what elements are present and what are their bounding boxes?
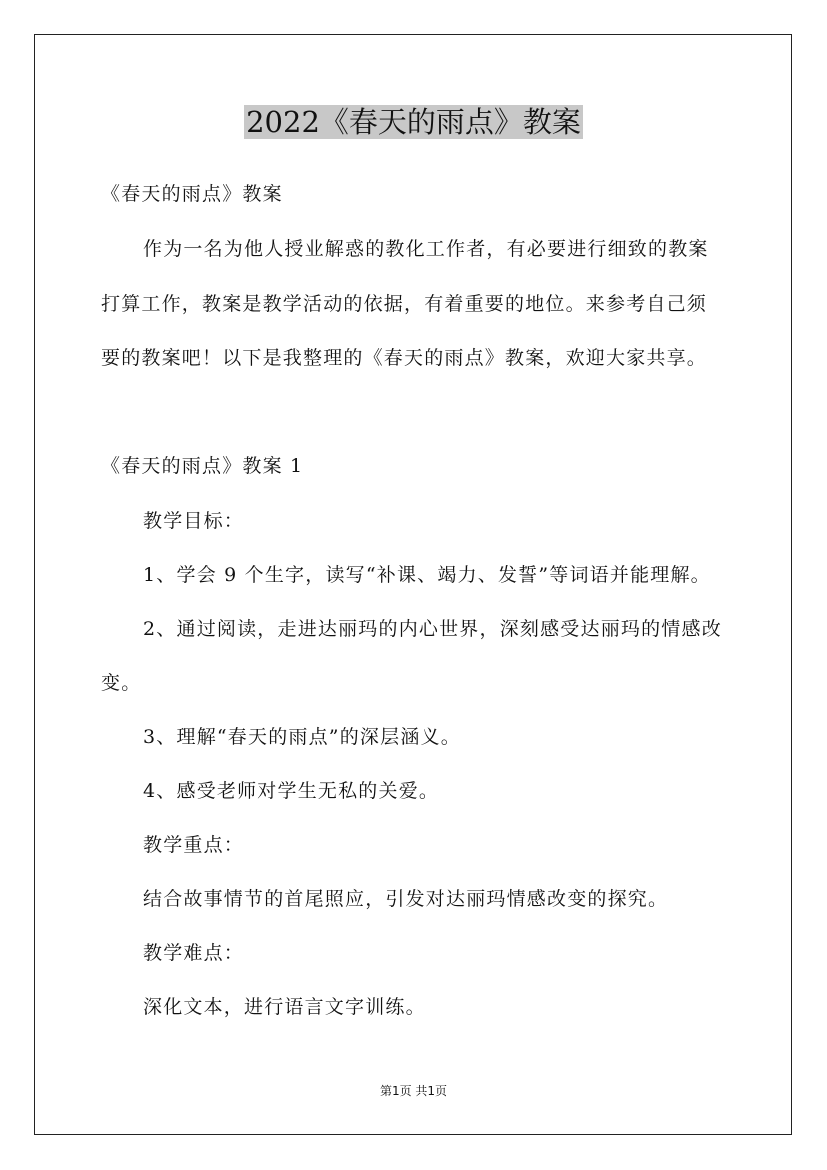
goal-2-line-1: 2、通过阅读，走进达丽玛的内心世界，深刻感受达丽玛的情感改 (143, 618, 722, 640)
focus-text: 结合故事情节的首尾照应，引发对达丽玛情感改变的探究。 (143, 888, 669, 910)
intro-line-3: 要的教案吧！以下是我整理的《春天的雨点》教案，欢迎大家共享。 (101, 347, 708, 369)
difficulty-label: 教学难点： (143, 942, 245, 964)
goal-3: 3、理解“春天的雨点”的深层涵义。 (143, 726, 461, 748)
difficulty-text: 深化文本，进行语言文字训练。 (143, 996, 426, 1018)
section-heading: 《春天的雨点》教案 1 (101, 455, 304, 477)
goal-2-line-2: 变。 (101, 672, 142, 694)
document-title-text: 2022《春天的雨点》教案 (246, 105, 581, 139)
goals-label: 教学目标： (143, 510, 245, 532)
document-title (0, 101, 827, 143)
focus-label: 教学重点： (143, 834, 245, 856)
goal-1: 1、学会 9 个生字，读写“补课、竭力、发誓”等词语并能理解。 (143, 564, 711, 586)
page-footer: 第1页 共1页 (379, 1084, 448, 1098)
intro-line-1: 作为一名为他人授业解惑的教化工作者，有必要进行细致的教案 (143, 238, 709, 260)
goal-4: 4、感受老师对学生无私的关爱。 (143, 780, 440, 802)
intro-line-2: 打算工作，教案是教学活动的依据，有着重要的地位。来参考自己须 (101, 293, 708, 315)
subtitle: 《春天的雨点》教案 (101, 183, 283, 205)
